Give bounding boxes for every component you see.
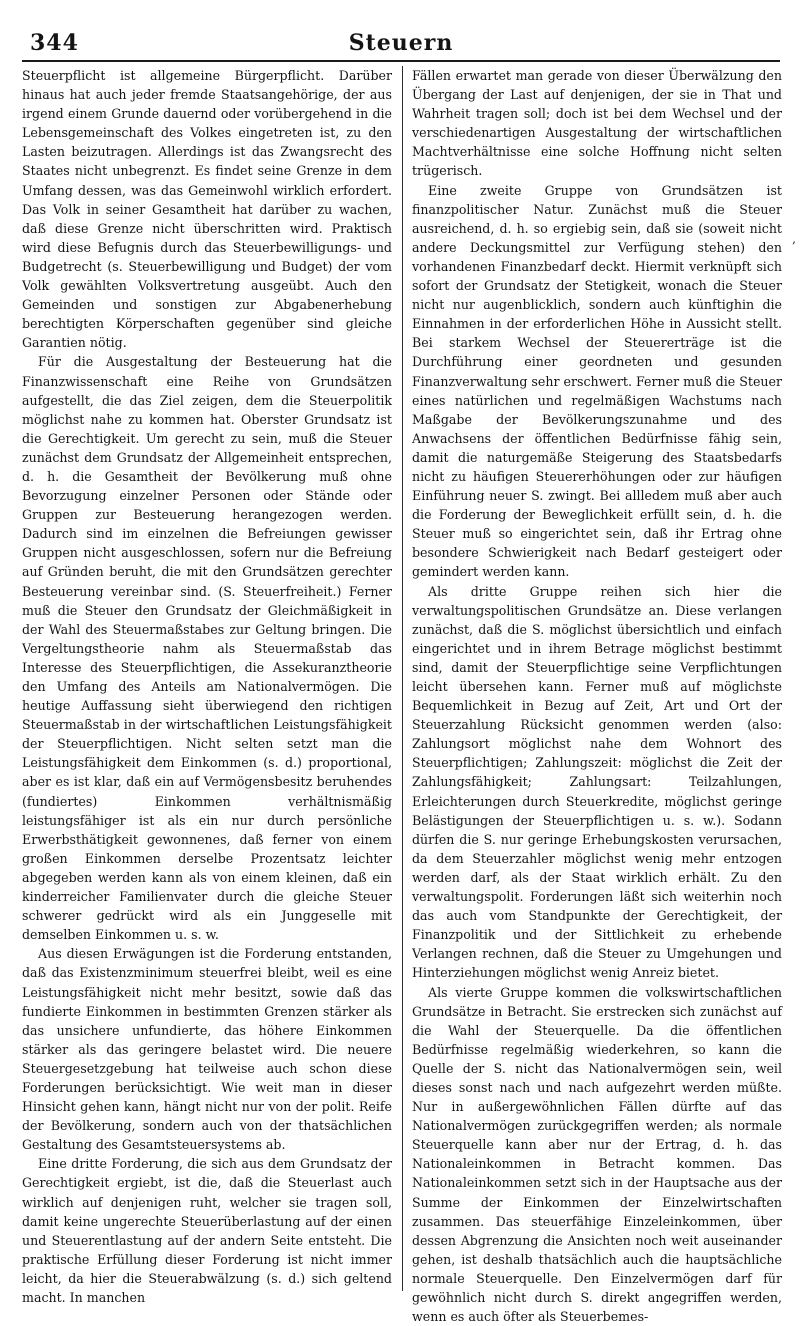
- right-paragraph-3: Als dritte Gruppe reihen sich hier die verwaltungspolitischen Grundsätze an. Diese verlangen zunächst, daß die S. möglichst übersichtlich und einfach eingerichtet und in ihrem Betrage möglichst bestimmt sind, damit der Steuerpflichtige seine Verpflichtungen leicht übersehen kann. Ferner muß auf möglichste Bequemlichkeit in Bezug auf Zeit, Art und Ort der Steuerzahlung Rücksicht genommen werden (also: Zahlungsort möglichst nahe dem Wohnort des Steuerpflichtigen; Zahlungszeit: möglichst die Zeit der Zahlungsfähigkeit; Zahlungsart: Teilzahlungen, Erleichterungen durch Steuerkredite, möglichst geringe Belästigungen der Steuerpflichtigen u. s. w.). Sodann dürfen die S. nur geringe Erhebungskosten verursachen, da dem Steuerzahler möglichst wenig mehr entzogen werden darf, als der Staat wirklich erhält. Zu den verwaltungspolit. Forderungen läßt sich weiterhin noch das auch vom Standpunkte der Gerechtigkeit, der Finanzpolitik und der Sittlichkeit zu erhebende Verlangen rechnen, daß die Steuer zu Umgehungen und Hinterziehungen möglichst wenig Anreiz bietet.: [412, 582, 782, 983]
- left-paragraph-1: Steuerpflicht ist allgemeine Bürgerpflicht. Darüber hinaus hat auch jeder fremde Staatsangehörige, der aus irgend einem Grunde dauernd oder vorübergehend in die Lebensgemeinschaft des Volkes eingetreten ist, zu den Lasten beizutragen. Allerdings ist das Zwangsrecht des Staates nicht unbegrenzt. Es findet seine Grenze in dem Umfang dessen, was das Gemeinwohl wirklich erfordert. Das Volk in seiner Gesamtheit hat darüber zu wachen, daß diese Grenze nicht überschritten wird. Praktisch wird diese Befugnis durch das Steuerbewilligungs- und Budgetrecht (s. Steuerbewilligung und Budget) der vom Volk gewählten Volksvertretung ausgeübt. Auch den Gemeinden und sonstigen zur Abgabenerhebung berechtigten Körperschaften gegenüber sind gleiche Garantien nötig.: [22, 66, 392, 352]
- left-paragraph-3: Aus diesen Erwägungen ist die Forderung entstanden, daß das Existenzminimum steuerfrei bleibt, weil es eine Leistungsfähigkeit nicht mehr besitzt, sowie daß das fundierte Einkommen in bestimmten Grenzen stärker als das unsichere unfundierte, das höhere Einkommen stärker als das geringere belastet wird. Die neuere Steuergesetzgebung hat teilweise auch schon diese Forderungen berücksichtigt. Wie weit man in dieser Hinsicht gehen kann, hängt nicht nur von der polit. Reife der Bevölkerung, sondern auch von der thatsächlichen Gestaltung des Gesamtsteuersystems ab.: [22, 944, 392, 1154]
- page-title: Steuern: [22, 30, 780, 56]
- right-paragraph-1: Fällen erwartet man gerade von dieser Überwälzung den Übergang der Last auf denjenigen, der sie in That und Wahrheit tragen soll; doch ist bei dem Wechsel und der verschiedenartigen Ausgestaltung der wirtschaftlichen Machtverhältnisse eine solche Hoffnung nicht selten trügerisch.: [412, 66, 782, 181]
- right-paragraph-2: Eine zweite Gruppe von Grundsätzen ist finanzpolitischer Natur. Zunächst muß die Steuer ausreichend, d. h. so ergiebig sein, daß sie (soweit nicht andere Deckungsmittel zur Verfügung stehen) den vorhandenen Finanzbedarf deckt. Hiermit verknüpft sich sofort der Grundsatz der Stetigkeit, wonach die Steuer nicht nur augenblicklich, sondern auch künftighin die Einnahmen in der erforderlichen Höhe in Aussicht stellt. Bei starkem Wechsel der Steuererträge ist die Durchführung einer geordneten und gesunden Finanzverwaltung sehr erschwert. Ferner muß die Steuer eines natürlichen und regelmäßigen Wachstums nach Maßgabe der Bevölkerungszunahme und des Anwachsens der öffentlichen Bedürfnisse fähig sein, damit die naturgemäße Steigerung des Staatsbedarfs nicht zu häufigen Steuererhöhungen oder zur häufigen Einführung neuer S. zwingt. Bei allledem muß aber auch die Forderung der Beweglichkeit erfüllt sein, d. h. die Steuer muß so eingerichtet sein, daß ihr Ertrag ohne besondere Schwierigkeit nach Bedarf gesteigert oder gemindert werden kann.: [412, 181, 782, 582]
- text-columns: [22, 66, 780, 1291]
- page-header: [22, 28, 780, 62]
- page-number: 344: [30, 30, 79, 56]
- left-paragraph-4: Eine dritte Forderung, die sich aus dem Grundsatz der Gerechtigkeit ergiebt, ist die, daß die Steuerlast auch wirklich auf denjenigen ruht, welcher sie tragen soll, damit keine ungerechte Steuerüberlastung auf der einen und Steuerentlastung auf der andern Seite entsteht. Die praktische Erfüllung dieser Forderung ist nicht immer leicht, da hier die Steuerabwälzung (s. d.) sich geltend macht. In manchen: [22, 1154, 392, 1307]
- right-paragraph-4: Als vierte Gruppe kommen die volkswirtschaftlichen Grundsätze in Betracht. Sie erstrecken sich zunächst auf die Wahl der Steuerquelle. Da die öffentlichen Bedürfnisse regelmäßig wiederkehren, so kann die Quelle der S. nicht das Nationalvermögen sein, weil dieses sonst nach und nach aufgezehrt werden müßte. Nur in außergewöhnlichen Fällen dürfte auf das Nationalvermögen zurückgegriffen werden; als normale Steuerquelle kann aber nur der Ertrag, d. h. das Nationaleinkommen in Betracht kommen. Das Nationaleinkommen setzt sich in der Hauptsache aus der Summe der Einkommen der Einzelwirtschaften zusammen. Das steuerfähige Einzeleinkommen, über dessen Abgrenzung die Ansichten noch weit auseinander gehen, ist deshalb thatsächlich auch die hauptsächliche normale Steuerquelle. Den Einzelvermögen darf für gewöhnlich nicht durch S. direkt angegriffen werden, wenn es auch öfter als Steuerbemes-: [412, 983, 782, 1326]
- right-column: [412, 66, 782, 1291]
- left-column: [22, 66, 392, 1291]
- left-paragraph-2: Für die Ausgestaltung der Besteuerung hat die Finanzwissenschaft eine Reihe von Grundsätzen aufgestellt, die das Ziel zeigen, dem die Steuerpolitik möglichst nahe zu kommen hat. Oberster Grundsatz ist die Gerechtigkeit. Um gerecht zu sein, muß die Steuer zunächst dem Grundsatz der Allgemeinheit entsprechen, d. h. die Gesamtheit der Bevölkerung muß ohne Bevorzugung einzelner Personen oder Stände oder Gruppen zur Besteuerung herangezogen werden. Dadurch sind im einzelnen die Befreiungen gewisser Gruppen nicht ausgeschlossen, sofern nur die Befreiung auf Gründen beruht, die mit den Grundsätzen gerechter Besteuerung vereinbar sind. (S. Steuerfreiheit.) Ferner muß die Steuer den Grundsatz der Gleichmäßigkeit in der Wahl des Steuermaßstabes zur Geltung bringen. Die Vergeltungstheorie nahm als Steuermaßstab das Interesse des Steuerpflichtigen, die Assekuranztheorie den Umfang des Anteils am Nationalvermögen. Die heutige Auffassung sieht überwiegend den richtigen Steuermaßstab in der wirtschaftlichen Leistungsfähigkeit der Steuerpflichtigen. Nicht selten setzt man die Leistungsfähigkeit dem Einkommen (s. d.) proportional, aber es ist klar, daß ein auf Vermögensbesitz beruhendes (fundiertes) Einkommen verhältnismäßig leistungsfähiger ist als ein nur durch persönliche Erwerbsthätigkeit gewonnenes, daß ferner von einem großen Einkommen derselbe Prozentsatz leichter abgegeben werden kann als von einem kleinen, daß ein kinderreicher Familienvater durch die gleiche Steuer schwerer gedrückt wird als ein Junggeselle mit demselben Einkommen u. s. w.: [22, 352, 392, 944]
- margin-mark: ,: [792, 232, 796, 246]
- column-divider: [402, 66, 403, 1291]
